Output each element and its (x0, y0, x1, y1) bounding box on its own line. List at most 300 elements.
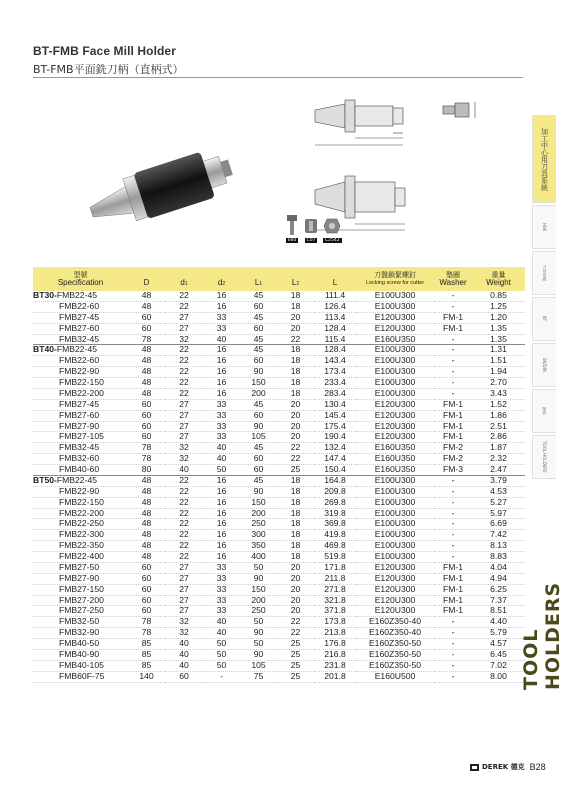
title-divider (33, 77, 523, 78)
cell-L2: 18 (277, 378, 314, 389)
cell-screw: E100U300 (356, 345, 434, 356)
cell-washer: FM-1 (434, 421, 472, 432)
cell-screw: E120U300 (356, 323, 434, 334)
spec-model: FMB22-250 (59, 518, 104, 529)
table-row (33, 291, 525, 301)
cell-weight: 2.70 (472, 378, 525, 389)
cell-d1: 60 (165, 671, 203, 682)
cell-L1: 90 (240, 421, 277, 432)
cell-screw: E160Z350-40 (356, 617, 434, 628)
cell-washer: - (434, 660, 472, 671)
cell-spec (33, 421, 128, 432)
table-row (33, 421, 525, 432)
spec-model: FMB32-45 (59, 333, 100, 344)
cell-washer: - (434, 530, 472, 541)
cell-d2: 16 (203, 475, 240, 486)
cell-L2: 20 (277, 584, 314, 595)
cell-L: 269.8 (314, 497, 356, 508)
spec-model: FMB22-300 (59, 529, 104, 540)
cell-L: 126.4 (314, 301, 356, 312)
cell-washer: - (434, 334, 472, 345)
cell-d2: 16 (203, 530, 240, 541)
cell-spec (33, 519, 128, 530)
cell-L2: 20 (277, 399, 314, 410)
cell-weight: 7.42 (472, 530, 525, 541)
specification-table (33, 267, 525, 683)
cell-screw: E120U300 (356, 312, 434, 323)
cell-washer: - (434, 649, 472, 660)
cell-screw: E120U300 (356, 595, 434, 606)
part-c2542 (323, 215, 342, 243)
sidebar-tab[interactable]: SK/DIN (532, 343, 556, 387)
cell-L1: 105 (240, 432, 277, 443)
col-D: D (128, 267, 165, 291)
cell-L: 271.8 (314, 584, 356, 595)
cell-screw: E160U350 (356, 443, 434, 454)
cell-L1: 45 (240, 291, 277, 301)
cell-screw: E100U300 (356, 378, 434, 389)
spec-model: FMB22-45 (56, 290, 98, 300)
spec-model: FMB27-105 (59, 431, 104, 442)
cell-L2: 18 (277, 367, 314, 378)
cell-L1: 60 (240, 465, 277, 476)
cell-spec (33, 323, 128, 334)
cell-washer: - (434, 552, 472, 563)
cell-washer: FM-2 (434, 454, 472, 465)
sidebar-tab-active[interactable]: 加工中心用刀具系統 (532, 115, 556, 203)
cell-weight: 4.94 (472, 573, 525, 584)
cell-d2: 33 (203, 410, 240, 421)
cell-spec (33, 660, 128, 671)
cell-d1: 27 (165, 606, 203, 617)
table-row (33, 649, 525, 660)
cell-screw: E120U300 (356, 421, 434, 432)
cell-L1: 400 (240, 552, 277, 563)
cell-L1: 45 (240, 345, 277, 356)
cell-spec (33, 410, 128, 421)
cell-spec (33, 541, 128, 552)
cell-D: 60 (128, 573, 165, 584)
cell-d1: 27 (165, 584, 203, 595)
cell-spec (33, 345, 128, 356)
spec-model: FMB22-45 (56, 474, 98, 485)
spec-model: FMB22-200 (59, 387, 104, 398)
cell-L1: 350 (240, 541, 277, 552)
cell-spec (33, 454, 128, 465)
sidebar-tab[interactable]: 附件 (532, 389, 556, 433)
cell-L2: 20 (277, 410, 314, 421)
table-row (33, 356, 525, 367)
cell-weight: 4.53 (472, 486, 525, 497)
cell-spec (33, 367, 128, 378)
table-row (33, 443, 525, 454)
spec-model: FMB27-50 (59, 561, 100, 572)
cell-d2: 40 (203, 617, 240, 628)
cell-L2: 22 (277, 617, 314, 628)
cell-L1: 250 (240, 606, 277, 617)
spec-model: FMB27-150 (59, 583, 104, 594)
cell-L1: 200 (240, 595, 277, 606)
cell-L1: 50 (240, 562, 277, 573)
cell-L2: 18 (277, 519, 314, 530)
cell-L: 216.8 (314, 649, 356, 660)
cell-L2: 22 (277, 334, 314, 345)
cell-screw: E100U300 (356, 519, 434, 530)
cell-weight: 7.02 (472, 660, 525, 671)
cell-washer: FM-1 (434, 323, 472, 334)
cell-D: 60 (128, 432, 165, 443)
cell-D: 78 (128, 617, 165, 628)
table-row (33, 606, 525, 617)
cell-screw: E120U300 (356, 410, 434, 421)
cell-d1: 22 (165, 486, 203, 497)
cell-screw: E100U300 (356, 301, 434, 312)
cell-D: 48 (128, 291, 165, 301)
table-row (33, 552, 525, 563)
cell-L1: 300 (240, 530, 277, 541)
cell-d2: 50 (203, 660, 240, 671)
cell-screw: E100U300 (356, 367, 434, 378)
cell-L1: 150 (240, 584, 277, 595)
cell-L2: 20 (277, 421, 314, 432)
cell-d1: 22 (165, 530, 203, 541)
cell-spec (33, 378, 128, 389)
cell-L1: 45 (240, 334, 277, 345)
cell-d2: 33 (203, 421, 240, 432)
col-d1: d1 (165, 267, 203, 291)
cell-D: 85 (128, 649, 165, 660)
cell-D: 60 (128, 606, 165, 617)
cell-d1: 22 (165, 345, 203, 356)
cell-d1: 32 (165, 628, 203, 639)
table-row (33, 367, 525, 378)
cell-screw: E100U300 (356, 497, 434, 508)
cell-L2: 18 (277, 508, 314, 519)
cell-spec (33, 475, 128, 486)
cell-d1: 27 (165, 323, 203, 334)
cell-weight: 7.37 (472, 595, 525, 606)
cell-L2: 18 (277, 356, 314, 367)
cell-weight: 1.52 (472, 399, 525, 410)
cell-washer: - (434, 356, 472, 367)
table-row (33, 410, 525, 421)
cell-L1: 60 (240, 323, 277, 334)
cell-screw: E160U350 (356, 465, 434, 476)
part-label: C2542 (325, 238, 340, 243)
cell-spec (33, 399, 128, 410)
sidebar-tab[interactable]: BT (532, 297, 556, 341)
table-row (33, 639, 525, 650)
cell-d1: 22 (165, 367, 203, 378)
spec-model: FMB27-250 (59, 605, 104, 616)
cell-d2: 50 (203, 649, 240, 660)
cell-d2: 33 (203, 312, 240, 323)
cell-weight: 1.35 (472, 323, 525, 334)
cell-L: 321.8 (314, 595, 356, 606)
cell-d2: 33 (203, 584, 240, 595)
cell-L: 175.4 (314, 421, 356, 432)
cell-D: 60 (128, 584, 165, 595)
washer-icon (304, 215, 318, 237)
section-vertical-title: TOOL HOLDERS (520, 581, 564, 690)
table-row (33, 541, 525, 552)
spec-model: FMB40-60 (59, 464, 100, 474)
cell-D: 48 (128, 552, 165, 563)
cell-L: 371.8 (314, 606, 356, 617)
cell-L2: 18 (277, 530, 314, 541)
cell-weight: 8.83 (472, 552, 525, 563)
spec-group-prefix: BT50- (33, 474, 57, 485)
cell-weight: 1.35 (472, 334, 525, 345)
cell-screw: E160Z350-40 (356, 628, 434, 639)
cell-washer: FM-1 (434, 562, 472, 573)
cell-D: 60 (128, 595, 165, 606)
cell-D: 60 (128, 421, 165, 432)
cell-screw: E100U300 (356, 541, 434, 552)
cell-d2: 40 (203, 628, 240, 639)
cell-L1: 45 (240, 443, 277, 454)
screw-icon (285, 215, 299, 237)
cell-D: 48 (128, 475, 165, 486)
cell-L1: 45 (240, 399, 277, 410)
cell-L1: 90 (240, 367, 277, 378)
cell-spec (33, 617, 128, 628)
table-row (33, 399, 525, 410)
cell-spec (33, 595, 128, 606)
cell-washer: - (434, 345, 472, 356)
cell-L2: 25 (277, 671, 314, 682)
cell-L2: 20 (277, 432, 314, 443)
cell-d1: 22 (165, 356, 203, 367)
cell-L2: 18 (277, 388, 314, 399)
cell-L2: 22 (277, 628, 314, 639)
col-d2: d2 (203, 267, 240, 291)
cell-spec (33, 562, 128, 573)
cell-d1: 40 (165, 660, 203, 671)
cell-L1: 90 (240, 573, 277, 584)
cell-d2: 33 (203, 606, 240, 617)
table-row (33, 573, 525, 584)
cell-screw: E100U300 (356, 356, 434, 367)
cell-L1: 45 (240, 312, 277, 323)
cell-d2: 33 (203, 399, 240, 410)
cell-L: 164.8 (314, 475, 356, 486)
cell-D: 48 (128, 486, 165, 497)
cell-L1: 60 (240, 356, 277, 367)
cell-weight: 6.69 (472, 519, 525, 530)
cell-washer: - (434, 508, 472, 519)
cell-d1: 22 (165, 291, 203, 301)
cell-screw: E120U300 (356, 399, 434, 410)
cell-L: 211.8 (314, 573, 356, 584)
cell-L: 201.8 (314, 671, 356, 682)
cell-L2: 18 (277, 345, 314, 356)
cell-d1: 22 (165, 301, 203, 312)
cell-washer: FM-2 (434, 443, 472, 454)
cell-d1: 27 (165, 595, 203, 606)
cell-weight: 8.13 (472, 541, 525, 552)
cell-spec (33, 334, 128, 345)
cell-d2: - (203, 671, 240, 682)
spec-model: FMB22-400 (59, 551, 104, 561)
table-header-row (33, 267, 525, 291)
product-illustrations (80, 90, 510, 260)
cell-d1: 22 (165, 508, 203, 519)
sidebar-tab[interactable]: 刀具系統 (532, 251, 556, 295)
cell-weight: 6.25 (472, 584, 525, 595)
cell-washer: - (434, 628, 472, 639)
part-e60 (285, 215, 299, 243)
cell-L2: 18 (277, 497, 314, 508)
cell-L1: 50 (240, 617, 277, 628)
cell-d2: 16 (203, 301, 240, 312)
cell-washer: - (434, 475, 472, 486)
cell-spec (33, 432, 128, 443)
col-L2: L2 (277, 267, 314, 291)
cell-L: 113.4 (314, 312, 356, 323)
cell-L1: 150 (240, 497, 277, 508)
cell-d1: 32 (165, 454, 203, 465)
cell-d1: 40 (165, 639, 203, 650)
cell-screw: E160Z350-50 (356, 649, 434, 660)
spec-group-prefix: BT30- (33, 290, 57, 300)
cell-d2: 16 (203, 497, 240, 508)
cell-L1: 200 (240, 508, 277, 519)
cell-L: 111.4 (314, 291, 356, 301)
spec-model: FMB32-90 (59, 627, 100, 638)
table-row (33, 465, 525, 476)
spec-model: FMB22-60 (59, 355, 100, 366)
cell-screw: E120U300 (356, 562, 434, 573)
cell-d1: 27 (165, 562, 203, 573)
cell-L1: 60 (240, 454, 277, 465)
cell-L: 115.4 (314, 334, 356, 345)
cell-L1: 90 (240, 486, 277, 497)
cell-L: 176.8 (314, 639, 356, 650)
cell-d1: 32 (165, 443, 203, 454)
cell-d2: 16 (203, 552, 240, 563)
cell-L2: 18 (277, 301, 314, 312)
cell-washer: - (434, 486, 472, 497)
cell-D: 48 (128, 378, 165, 389)
spec-model: FMB40-50 (59, 638, 100, 648)
cell-L: 147.4 (314, 454, 356, 465)
cell-L2: 18 (277, 552, 314, 563)
cell-spec (33, 530, 128, 541)
cell-weight: 5.79 (472, 628, 525, 639)
spec-model: FMB22-90 (59, 485, 100, 496)
cell-washer: - (434, 519, 472, 530)
cell-screw: E100U300 (356, 475, 434, 486)
cell-weight: 8.00 (472, 671, 525, 682)
cell-d1: 27 (165, 410, 203, 421)
cell-d1: 22 (165, 388, 203, 399)
spec-model: FMB27-60 (59, 409, 100, 420)
cell-d1: 27 (165, 312, 203, 323)
cell-D: 48 (128, 388, 165, 399)
spec-model: FMB22-150 (59, 377, 104, 387)
cell-D: 48 (128, 530, 165, 541)
col-L: L (314, 267, 356, 291)
cell-washer: FM-3 (434, 465, 472, 476)
part-label: C07 (306, 238, 316, 243)
cell-L1: 60 (240, 410, 277, 421)
section-sidebar (532, 115, 556, 481)
cell-washer: - (434, 497, 472, 508)
cell-d2: 16 (203, 291, 240, 301)
table-row (33, 497, 525, 508)
cell-weight: 1.87 (472, 443, 525, 454)
table-row (33, 628, 525, 639)
cell-L: 519.8 (314, 552, 356, 563)
cell-d2: 33 (203, 562, 240, 573)
cell-spec (33, 301, 128, 312)
cell-d2: 16 (203, 345, 240, 356)
cell-washer: - (434, 541, 472, 552)
cell-L: 130.4 (314, 399, 356, 410)
table-row (33, 312, 525, 323)
cell-L1: 105 (240, 660, 277, 671)
cell-d2: 16 (203, 508, 240, 519)
cell-L2: 20 (277, 595, 314, 606)
cell-d1: 27 (165, 432, 203, 443)
cell-washer: FM-1 (434, 312, 472, 323)
cell-weight: 2.86 (472, 432, 525, 443)
cell-spec (33, 291, 128, 301)
cell-L: 145.4 (314, 410, 356, 421)
cell-spec (33, 443, 128, 454)
table-row (33, 617, 525, 628)
sidebar-tab[interactable]: HSK (532, 205, 556, 249)
cell-d1: 32 (165, 334, 203, 345)
table-row (33, 378, 525, 389)
cell-L2: 25 (277, 660, 314, 671)
table-row (33, 508, 525, 519)
table-row (33, 519, 525, 530)
cell-d2: 33 (203, 323, 240, 334)
col-L1: L1 (240, 267, 277, 291)
cell-weight: 4.57 (472, 639, 525, 650)
cell-D: 60 (128, 399, 165, 410)
sidebar-tab[interactable]: TOOL HOLDERS (532, 435, 556, 479)
cell-d2: 16 (203, 356, 240, 367)
cell-d1: 22 (165, 497, 203, 508)
table-row (33, 530, 525, 541)
part-c07 (304, 215, 318, 243)
cell-d2: 33 (203, 595, 240, 606)
cell-d2: 50 (203, 465, 240, 476)
cell-weight: 1.94 (472, 367, 525, 378)
cell-L: 173.4 (314, 367, 356, 378)
cell-screw: E160U500 (356, 671, 434, 682)
cell-L: 283.4 (314, 388, 356, 399)
table-row (33, 475, 525, 486)
cell-d2: 50 (203, 639, 240, 650)
cell-D: 85 (128, 660, 165, 671)
cell-washer: - (434, 671, 472, 682)
spec-model: FMB27-90 (59, 572, 100, 583)
cell-d1: 27 (165, 573, 203, 584)
cell-L1: 45 (240, 475, 277, 486)
holder-photo-illustration (80, 130, 240, 235)
spec-model: FMB22-350 (59, 540, 104, 551)
table-row (33, 454, 525, 465)
cell-d1: 22 (165, 541, 203, 552)
cell-L2: 20 (277, 562, 314, 573)
cell-washer: FM-1 (434, 606, 472, 617)
cell-L2: 20 (277, 606, 314, 617)
spec-model: FMB40-105 (59, 659, 104, 670)
